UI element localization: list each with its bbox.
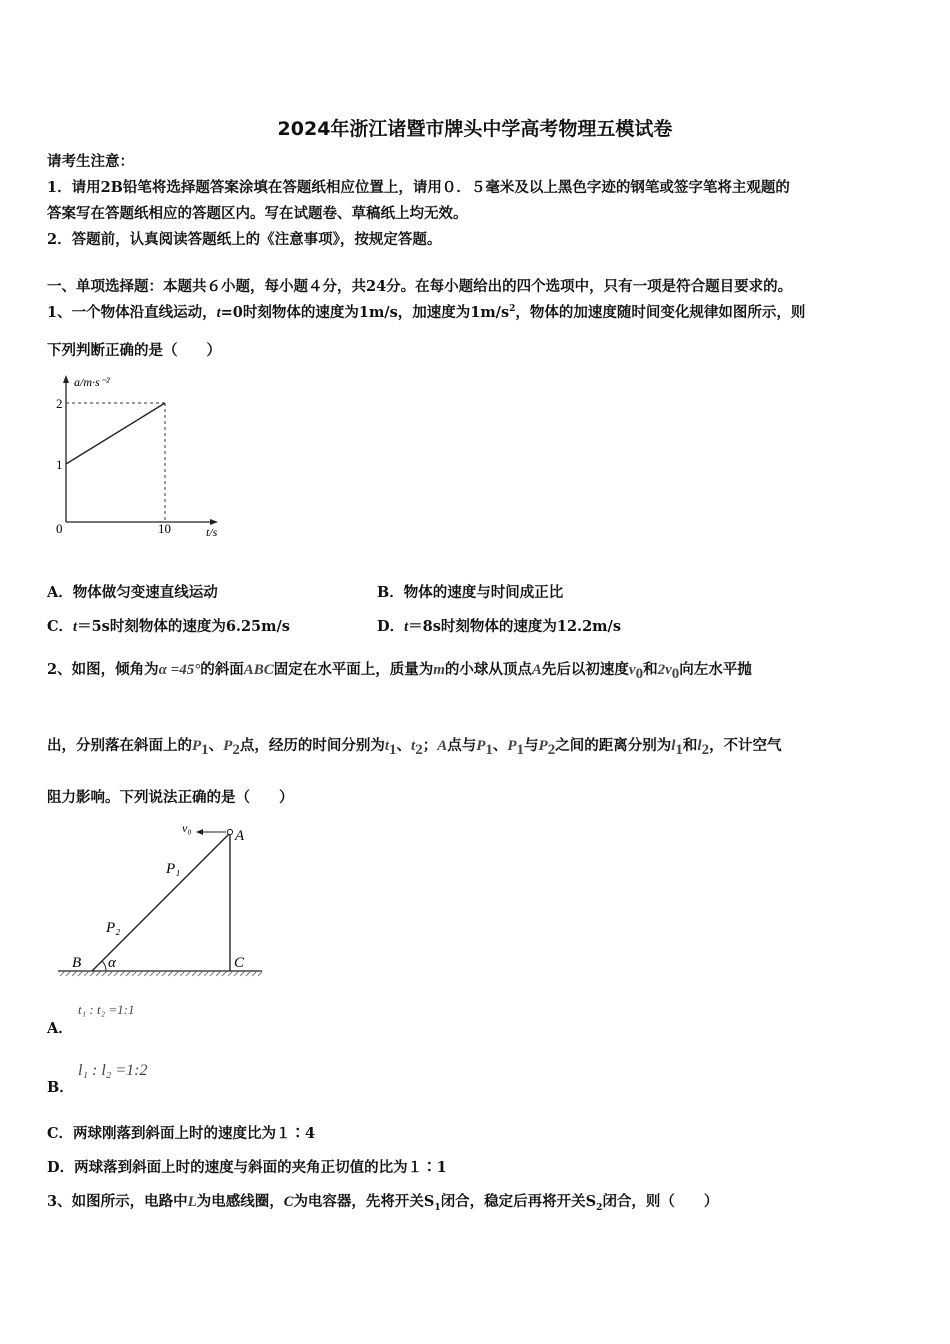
q2-option-b-formula: l₁ : l₂ =1:2 (78, 1062, 148, 1079)
graph-y-tick-2: 2 (56, 396, 63, 411)
figure-label-p1: P₁ (166, 861, 181, 877)
figure-label-p2: P₂ (106, 920, 121, 936)
graph-y-tick-1: 1 (56, 457, 63, 472)
figure-angle-arc (102, 961, 106, 971)
graph-origin-label: 0 (56, 521, 63, 536)
acceleration-time-graph (44, 372, 234, 544)
q1-text-line-2: 下列判断正确的是（ ） (47, 342, 221, 359)
notice-item-1-line-2: 答案写在答题纸相应的答题区内。写在试题卷、草稿纸上均无效。 (47, 205, 468, 222)
graph-x-tick-10: 10 (158, 521, 171, 536)
section-1-heading: 一、单项选择题：本题共６小题，每小题４分，共24分。在每小题给出的四个选项中，只有一项是符合题目要求的。 (47, 278, 793, 295)
notice-heading: 请考生注意： (47, 153, 134, 170)
q1-option-d: D．t＝8s时刻物体的速度为12.2m/s (377, 618, 621, 635)
notice-item-1-line-1: 1．请用2B铅笔将选择题答案涂填在答题纸相应位置上，请用０．５毫米及以上黑色字迹的钢笔或签字笔将主观题的 (47, 179, 790, 196)
incline-figure (50, 818, 270, 984)
q2-option-c: C．两球刚落到斜面上时的速度比为１∶4 (47, 1125, 316, 1142)
graph-y-label: a/m·s⁻² (74, 375, 110, 389)
figure-label-c: C (234, 955, 245, 971)
notice-item-2: 2．答题前，认真阅读答题纸上的《注意事项》，按规定答题。 (47, 231, 442, 248)
figure-ball (227, 829, 232, 834)
figure-incline-line (92, 833, 230, 971)
figure-label-v0: v₀ (182, 821, 192, 835)
q1-option-a: A．物体做匀变速直线运动 (47, 584, 218, 601)
q3-text-line-1: 3、如图所示，电路中L为电感线圈，C为电容器，先将开关$S_1$闭合，稳定后再将开关$S_2$闭合，则（ ） (47, 1193, 719, 1213)
figure-velocity-arrowhead (196, 829, 203, 835)
figure-label-a: A (235, 828, 245, 844)
q1-option-b: B．物体的速度与时间成正比 (377, 584, 564, 601)
q2-option-a-label: A． (47, 1020, 73, 1037)
q2-option-a-formula: t₁ : t₂ =1:1 (78, 1002, 135, 1017)
q2-text-line-3: 阻力影响。下列说法正确的是（ ） (47, 789, 294, 806)
q2-option-d: D．两球落到斜面上时的速度与斜面的夹角正切值的比为１∶1 (47, 1159, 447, 1176)
q2-text-line-1: 2、如图，倾角为α =45°的斜面ABC固定在水平面上，质量为m的小球从顶点A先后以初速度$v_0$和$2v_0$向左水平抛 (47, 661, 752, 682)
graph-data-line (66, 403, 165, 464)
q2-text-line-2: 出，分别落在斜面上的$P_1$、$P_2$点，经历的时间分别为$t_1$、$t_2$；A点与$P_1$、$P_1$与$P_2$之间的距离分别为$l_1$和$l_2$，不计空气 (47, 737, 782, 758)
graph-y-axis-arrow (63, 375, 69, 383)
page-title: 2024年浙江诸暨市牌头中学高考物理五模试卷 (277, 118, 673, 140)
q1-text-line-1: 1、一个物体沿直线运动，t=0时刻物体的速度为1m/s，加速度为$1m/s^2$，物体的加速度随时间变化规律如图所示，则 (47, 304, 806, 321)
q1-option-c: C．t＝5s时刻物体的速度为6.25m/s (47, 618, 290, 635)
figure-ground-hatching (60, 971, 262, 976)
figure-label-b: B (72, 955, 82, 971)
figure-label-alpha: α (108, 955, 116, 971)
graph-x-label: t/s (206, 525, 218, 539)
q2-option-b-label: B． (47, 1079, 74, 1096)
